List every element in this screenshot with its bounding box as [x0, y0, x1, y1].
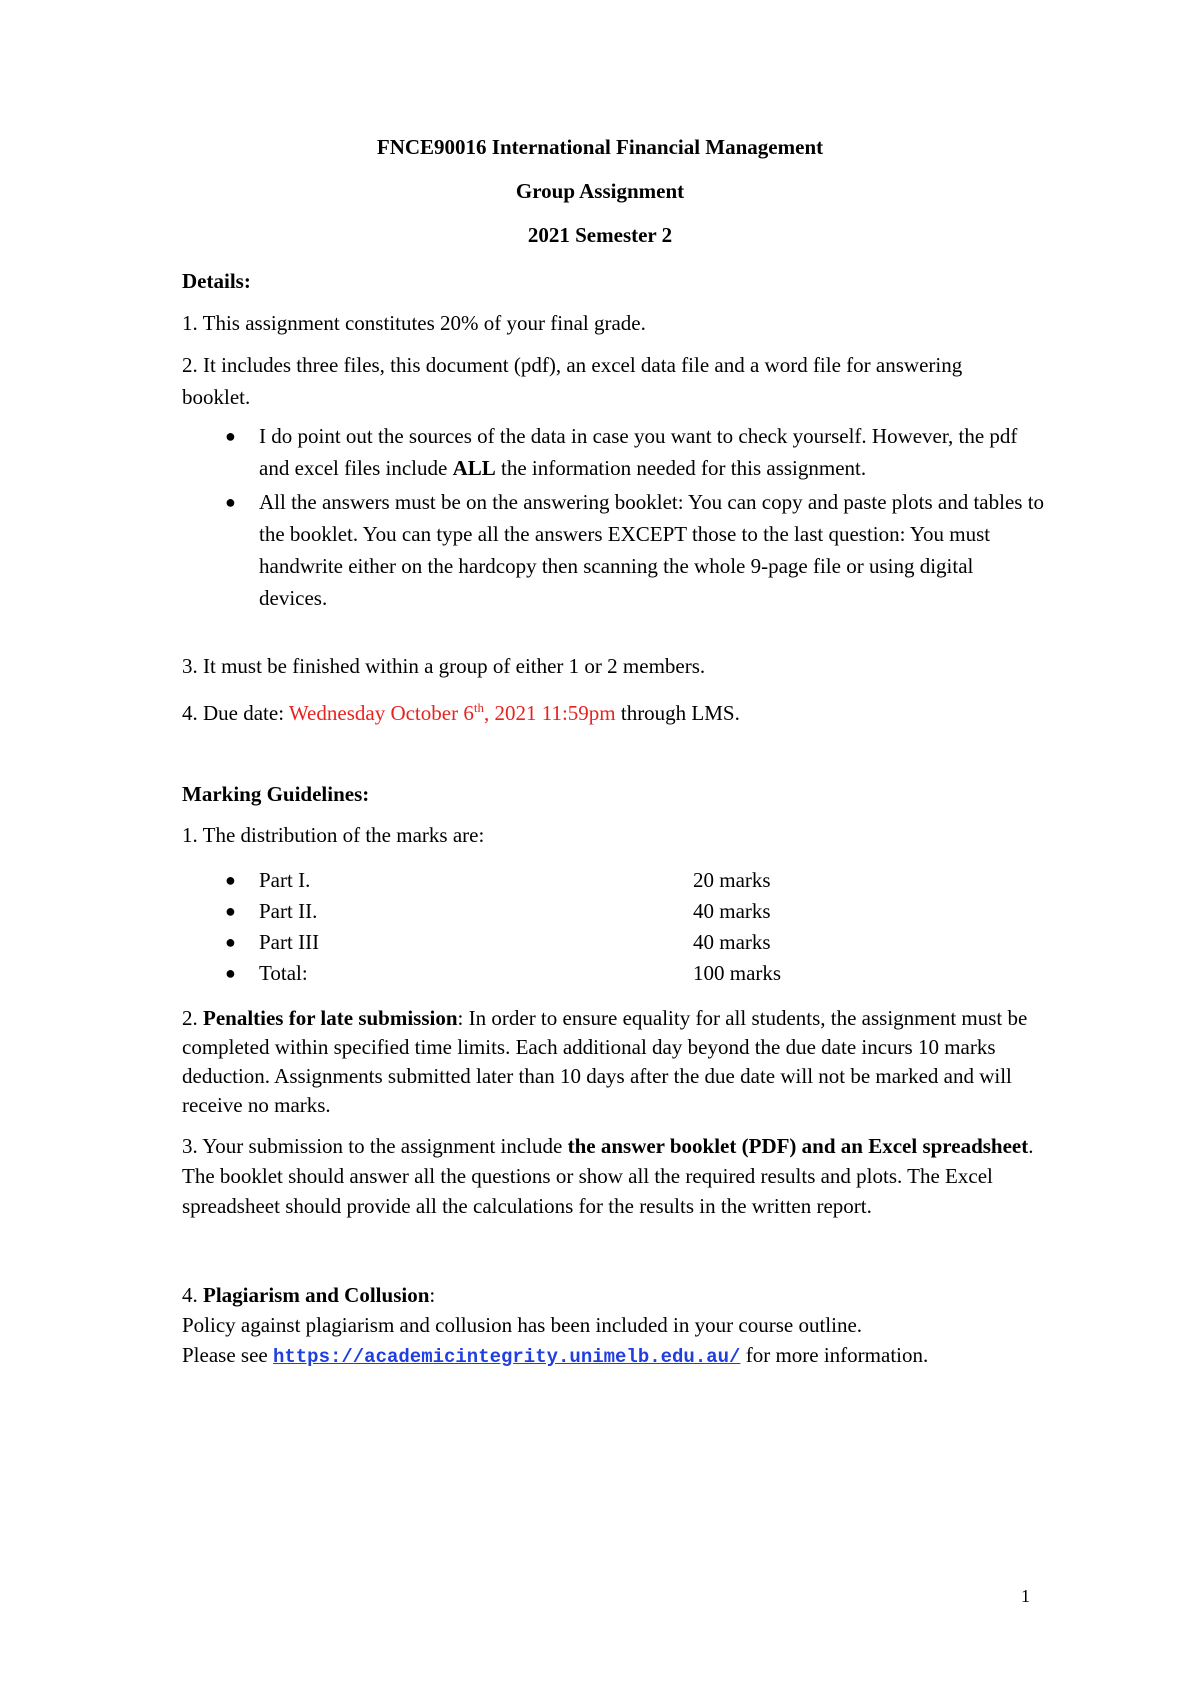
details-item-4: 4. Due date: Wednesday October 6th, 2021 11:59pm through LMS.	[182, 700, 740, 725]
course-title: FNCE90016 International Financial Management	[376, 135, 824, 159]
marking-item-3: 3. Your submission to the assignment include the answer booklet (PDF) and an Excel spreadsheet. The booklet should answer all the questions or show all the required results and plots. The Excel spreadsheet should provide all the calculations for the results in the written report.	[182, 1134, 1034, 1218]
marks-row: ● Part I. 20 marks	[225, 864, 825, 896]
details-heading: Details:	[182, 269, 251, 293]
academic-integrity-link[interactable]: https://academicintegrity.unimelb.edu.au/	[272, 1346, 741, 1368]
details-item-2: 2. It includes three files, this document (pdf), an excel data file and a word file for answering booklet.	[182, 353, 963, 409]
bullet-icon: ●	[225, 426, 236, 446]
bullet-icon: ●	[225, 870, 236, 890]
bullet-icon: ●	[225, 963, 236, 983]
marking-heading: Marking Guidelines:	[182, 782, 370, 806]
bullet-icon: ●	[225, 932, 236, 952]
details-item-3: 3. It must be finished within a group of either 1 or 2 members.	[182, 654, 706, 678]
marks-row: ● Total: 100 marks	[225, 957, 825, 989]
bullet-answers: ● All the answers must be on the answering booklet: You can copy and paste plots and tables to the booklet. You can type all the answers EXCEPT those to the last question: You must handwrite either on the hardcopy then scanning the whole 9-page file or using digital devices.	[225, 486, 1045, 614]
due-date: Wednesday October 6th, 2021 11:59pm	[288, 700, 616, 725]
marking-item-2: 2. Penalties for late submission: In order to ensure equality for all students, the assignment must be completed within specified time limits. Each additional day beyond the due date incurs 10 marks deduction. Assignments submitted later than 10 days after the due date will not be marked and will receive no marks.	[182, 1006, 1028, 1117]
marking-item-4: 4. Plagiarism and Collusion: Policy against plagiarism and collusion has been included in your course outline. Please see https://academicintegrity.unimelb.edu.au/ for more information.	[182, 1283, 929, 1368]
marks-row: ● Part III 40 marks	[225, 926, 825, 958]
bullet-icon: ●	[225, 901, 236, 921]
assignment-type: Group Assignment	[515, 179, 685, 203]
semester: 2021 Semester 2	[527, 223, 673, 247]
details-bullets	[225, 420, 1045, 616]
bullet-icon: ●	[225, 492, 236, 512]
bullet-data-sources: ● I do point out the sources of the data in case you want to check yourself. However, the pdf and excel files include ALL the information needed for this assignment.	[225, 420, 1045, 484]
marks-row: ● Part II. 40 marks	[225, 895, 825, 927]
page-number: 1	[1021, 1586, 1030, 1606]
marking-item-1: 1. The distribution of the marks are:	[182, 823, 485, 847]
details-item-1: 1. This assignment constitutes 20% of your final grade.	[182, 311, 646, 335]
